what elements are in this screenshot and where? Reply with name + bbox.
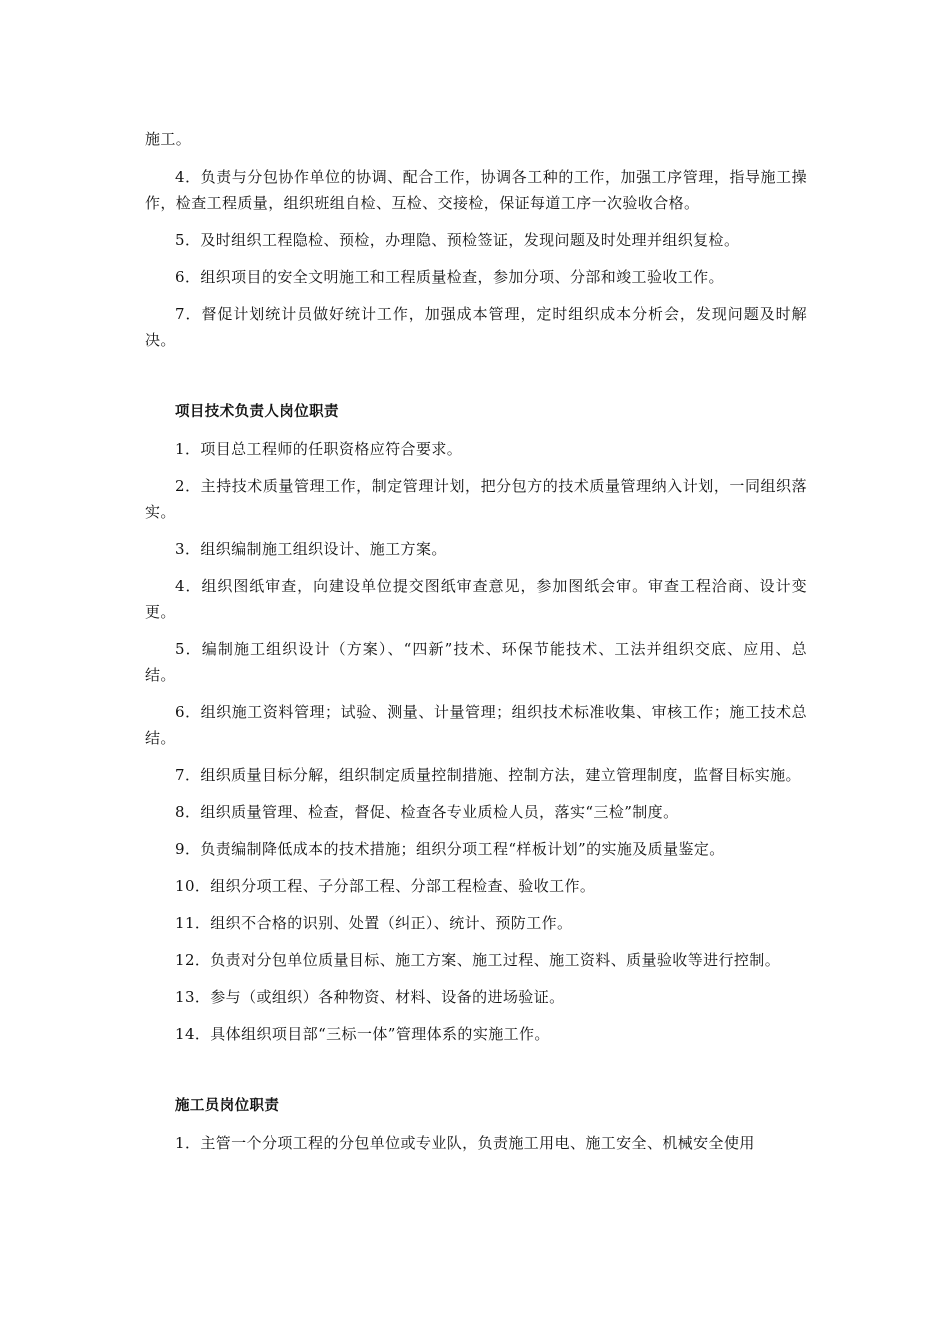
document-body <box>145 126 807 1167</box>
section-heading: 项目技术负责人岗位职责 <box>175 404 339 420</box>
list-item: 4．负责与分包协作单位的协调、配合工作，协调各工种的工作，加强工序管理，指导施工操作，检查工程质量，组织班组自检、互检、交接检，保证每道工序一次验收合格。 <box>145 168 807 212</box>
continuation-text: 施工。 <box>145 130 192 148</box>
list-item: 3．组织编制施工组织设计、施工方案。 <box>175 540 447 558</box>
list-item: 9．负责编制降低成本的技术措施；组织分项工程“样板计划”的实施及质量鉴定。 <box>175 840 725 858</box>
list-item: 7．督促计划统计员做好统计工作，加强成本管理，定时组织成本分析会，发现问题及时解决。 <box>145 305 807 349</box>
list-item: 10．组织分项工程、子分部工程、分部工程检查、验收工作。 <box>175 877 596 895</box>
list-item: 8．组织质量管理、检查，督促、检查各专业质检人员，落实“三检”制度。 <box>175 803 679 821</box>
list-item: 5．编制施工组织设计（方案）、“四新”技术、环保节能技术、工法并组织交底、应用、总结。 <box>145 640 807 684</box>
list-item: 1．主管一个分项工程的分包单位或专业队，负责施工用电、施工安全、机械安全使用 <box>175 1134 755 1152</box>
list-item: 12．负责对分包单位质量目标、施工方案、施工过程、施工资料、质量验收等进行控制。 <box>175 951 781 969</box>
list-item: 11．组织不合格的识别、处置（纠正）、统计、预防工作。 <box>175 914 573 932</box>
section-technical-lead <box>145 399 807 1047</box>
list-item: 14．具体组织项目部“三标一体”管理体系的实施工作。 <box>175 1025 550 1043</box>
section-construction-staff <box>145 1093 807 1156</box>
list-item: 5．及时组织工程隐检、预检，办理隐、预检签证，发现问题及时处理并组织复检。 <box>175 231 740 249</box>
list-item: 4．组织图纸审查，向建设单位提交图纸审查意见，参加图纸会审。审查工程洽商、设计变更。 <box>145 577 807 621</box>
section-duties-continued <box>145 164 807 353</box>
list-item: 6．组织施工资料管理；试验、测量、计量管理；组织技术标准收集、审核工作；施工技术总结。 <box>145 703 807 747</box>
list-item: 6．组织项目的安全文明施工和工程质量检查，参加分项、分部和竣工验收工作。 <box>175 268 724 286</box>
list-item: 1．项目总工程师的任职资格应符合要求。 <box>175 440 463 458</box>
list-item: 2．主持技术质量管理工作，制定管理计划，把分包方的技术质量管理纳入计划，一同组织落实。 <box>145 477 807 521</box>
list-item: 7．组织质量目标分解，组织制定质量控制措施、控制方法，建立管理制度，监督目标实施。 <box>175 766 801 784</box>
section-heading: 施工员岗位职责 <box>175 1098 280 1114</box>
list-item: 13．参与（或组织）各种物资、材料、设备的进场验证。 <box>175 988 565 1006</box>
